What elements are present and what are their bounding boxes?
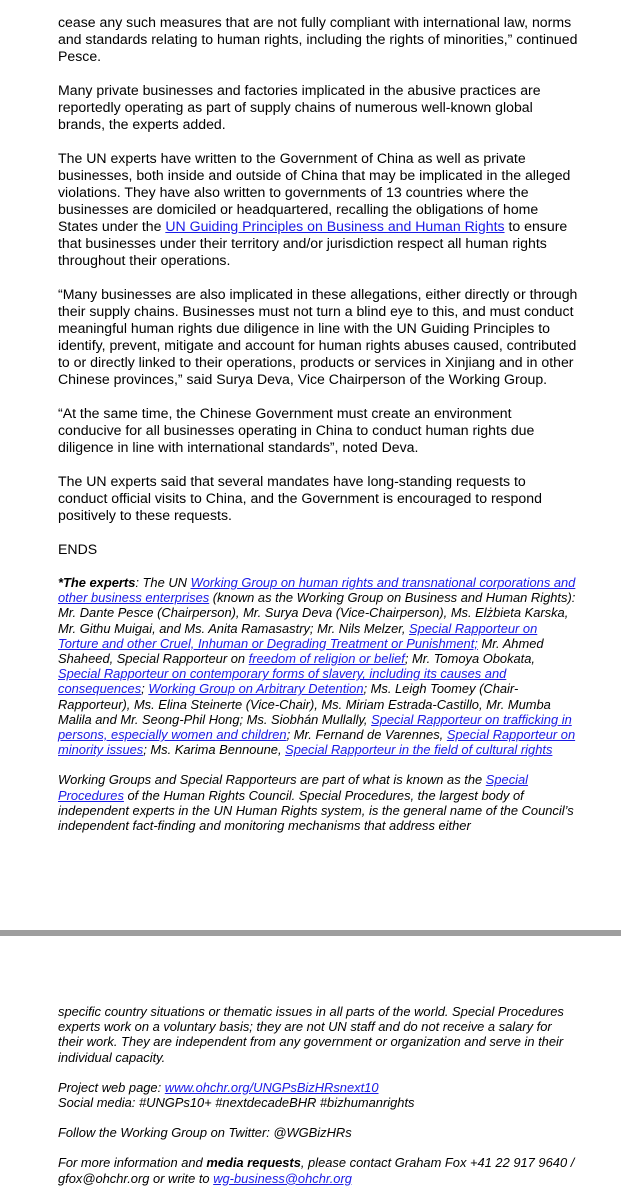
ends-marker: ENDS xyxy=(58,541,98,557)
freedom-religion-link[interactable]: freedom of religion or belief xyxy=(248,651,405,667)
special-procedures-link[interactable]: Special Procedures xyxy=(58,772,529,803)
twitter-follow: Follow the Working Group on Twitter: @WGBizHRs xyxy=(58,1125,352,1141)
text: ; xyxy=(141,681,149,697)
media-requests-bold: media requests xyxy=(206,1155,301,1171)
arbitrary-detention-link[interactable]: Working Group on Arbitrary Detention xyxy=(148,681,364,697)
page-2-body xyxy=(58,1004,578,1186)
text: ; Mr. Tomoya Obokata, xyxy=(404,651,536,667)
text: to ensure that businesses under their territory and/or jurisdiction respect all human rights throughout their operations. xyxy=(58,218,568,268)
text: The UN experts have written to the Government of China as well as private businesses, both inside and outside of China that may be implicated in the alleged violations. They have also written to governments of 13 countries where the businesses are domiciled or headquartered, recalling the obligations of home States under the xyxy=(58,150,571,234)
text: ; Mr. Fernand de Varennes, xyxy=(286,727,447,743)
wg-business-email-link[interactable]: wg-business@ohchr.org xyxy=(213,1170,352,1186)
special-procedures-note xyxy=(58,772,578,833)
paragraph-supply-chains: Many private businesses and factories implicated in the abusive practices are reportedly operating as part of supply chains of numerous well-known global brands, the experts added. xyxy=(58,82,541,132)
text: , please contact Graham Fox +41 22 917 9640 / gfox@ohchr.org or write to xyxy=(58,1155,575,1186)
special-procedures-continued: specific country situations or thematic issues in all parts of the world. Special Procedures experts work on a voluntary basis; they are not UN staff and do not receive a salary for their work. They are independent from any government or organization and serve in their individual capacity. xyxy=(58,1004,564,1065)
paragraph-letters-written xyxy=(58,150,578,269)
trafficking-rapporteur-link[interactable]: Special Rapporteur on trafficking in persons, especially women and children xyxy=(58,711,572,743)
experts-note xyxy=(58,575,578,757)
ungp-link[interactable]: UN Guiding Principles on Business and Human Rights xyxy=(165,218,505,234)
paragraph-official-visits: The UN experts said that several mandates have long-standing requests to conduct official visits to China, and the Government is encouraged to respond positively to these requests. xyxy=(58,473,542,523)
slavery-rapporteur-link[interactable]: Special Rapporteur on contemporary forms of slavery, including its causes and consequences xyxy=(58,666,507,697)
press-release-body xyxy=(58,14,578,833)
social-media: Social media: #UNGPs10+ #nextdecadeBHR #bizhumanrights xyxy=(58,1095,415,1111)
paragraph-government-environment: “At the same time, the Chinese Government must create an environment conducive for all businesses operating in China to conduct human rights due diligence in line with international standards”, noted Deva. xyxy=(58,405,535,455)
media-contact xyxy=(58,1155,578,1185)
text: (known as the Working Group on Business and Human Rights): Mr. Dante Pesce (Chairperson), Mr. Surya Deva (Vice-Chairperson), Ms. Elżbieta Karska, Mr. Githu Muigai, and Ms. Anita Ramasastry; Mr. Nils Melzer, xyxy=(58,590,576,636)
text: Mr. Ahmed Shaheed, Special Rapporteur on xyxy=(58,635,544,667)
paragraph-pesce-quote-end: cease any such measures that are not fully compliant with international law, norms and standards relating to human rights, including the rights of minorities,” continued Pesce. xyxy=(58,14,578,64)
experts-label: *The experts xyxy=(58,575,136,590)
text: : The UN xyxy=(135,575,191,590)
document-page-2 xyxy=(0,936,621,1200)
paragraph-deva-quote: “Many businesses are also implicated in these allegations, either directly or through their supply chains. Businesses must not turn a blind eye to this, and must conduct meaningful human rights due diligence in line with the UN Guiding Principles to identify, prevent, mitigate and account for human rights abuses caused, contributed to or directly linked to their operations, products or services in Xinjiang and in other Chinese provinces,” said Surya Deva, Vice Chairperson of the Working Group. xyxy=(58,286,578,387)
minority-issues-link[interactable]: Special Rapporteur on minority issues xyxy=(58,727,576,758)
web-label: Project web page: xyxy=(58,1079,165,1095)
project-web-link[interactable]: www.ohchr.org/UNGPsBizHRsnext10 xyxy=(164,1079,379,1095)
text: ; Ms. Karima Bennoune, xyxy=(143,742,286,758)
working-group-business-link[interactable]: Working Group on human rights and transnational corporations and other business enterprises xyxy=(58,575,576,606)
text: ; Ms. Leigh Toomey (Chair-Rapporteur), Ms. Elina Steinerte (Vice-Chair), Ms. Miriam Estrada-Castillo, Mr. Mumba Malila and Mr. Seong-Phil Hong; Ms. Siobhán Mullally, xyxy=(58,681,551,727)
torture-rapporteur-link[interactable]: Special Rapporteur on Torture and other Cruel, Inhuman or Degrading Treatment or Punishment; xyxy=(58,620,538,651)
text: For more information and xyxy=(58,1155,207,1171)
text: Working Groups and Special Rapporteurs are part of what is known as the xyxy=(58,772,486,788)
text: of the Human Rights Council. Special Procedures, the largest body of independent experts in the UN Human Rights system, is the general name of the Council’s independent fact-finding and monitoring mechanisms that address either xyxy=(58,787,574,834)
cultural-rights-link[interactable]: Special Rapporteur in the field of cultural rights xyxy=(285,742,553,758)
project-web-page xyxy=(58,1080,578,1095)
